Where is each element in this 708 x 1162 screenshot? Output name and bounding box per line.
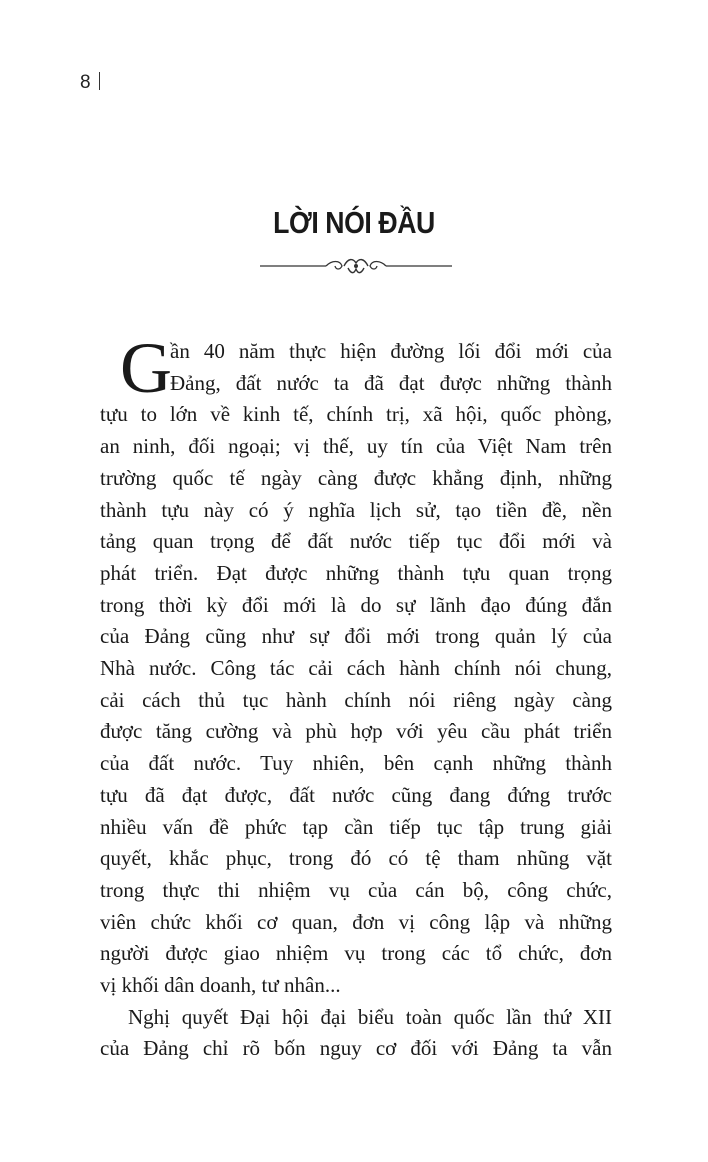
text-line: ần 40 năm thực hiện đường lối đổi mới của	[170, 339, 612, 363]
text-line: an ninh, đối ngoại; vị thế, uy tín của Việt Nam trên	[100, 434, 612, 459]
text-line: của Đảng chỉ rõ bốn nguy cơ đối với Đảng ta vẫn	[100, 1036, 612, 1061]
text-line: vị khối dân doanh, tư nhân...	[100, 973, 341, 998]
paragraph-2	[100, 1002, 612, 1065]
text-line: tảng quan trọng để đất nước tiếp tục đổi mới và	[100, 529, 612, 554]
body-text	[100, 328, 612, 1065]
text-line: thành tựu này có ý nghĩa lịch sử, tạo tiền đề, nền	[100, 497, 612, 522]
page-number-value: 8	[80, 72, 91, 93]
text-line: trường quốc tế ngày càng được khẳng định, những	[100, 465, 612, 490]
text-line: được tăng cường và phù hợp với yêu cầu phát triển	[100, 719, 612, 744]
text-line: Đảng, đất nước ta đã đạt được những thành	[170, 370, 612, 395]
text-line: cải cách thủ tục hành chính nói riêng ngày càng	[100, 687, 612, 712]
floral-divider-icon	[256, 254, 456, 278]
text-line: tựu to lớn về kinh tế, chính trị, xã hội, quốc phòng,	[100, 402, 612, 427]
text-line: nhiều vấn đề phức tạp cần tiếp tục tập trung giải	[100, 814, 612, 839]
page-number-divider	[99, 72, 100, 90]
text-line: Nghị quyết Đại hội đại biểu toàn quốc lần thứ XII	[128, 1004, 612, 1029]
text-line: người được giao nhiệm vụ trong các tổ chức, đơn	[100, 941, 612, 966]
text-line: trong thời kỳ đổi mới là do sự lãnh đạo đúng đắn	[100, 592, 612, 617]
text-line: của Đảng cũng như sự đổi mới trong quản lý của	[100, 624, 612, 649]
paragraph-1	[100, 328, 612, 1002]
text-line: quyết, khắc phục, trong đó có tệ tham nhũng vặt	[100, 846, 612, 871]
text-line: viên chức khối cơ quan, đơn vị công lập và những	[100, 909, 612, 934]
text-line: trong thực thi nhiệm vụ của cán bộ, công chức,	[100, 877, 612, 902]
chapter-title: LỜI NÓI ĐẦU	[273, 205, 435, 240]
drop-cap: G	[120, 328, 172, 408]
text-line: Nhà nước. Công tác cải cách hành chính nói chung,	[100, 656, 612, 681]
page-number	[80, 72, 100, 94]
text-line: tựu đã đạt được, đất nước cũng đang đứng trước	[100, 782, 612, 807]
text-line: của đất nước. Tuy nhiên, bên cạnh những thành	[100, 751, 612, 776]
text-line: phát triển. Đạt được những thành tựu quan trọng	[100, 560, 612, 585]
